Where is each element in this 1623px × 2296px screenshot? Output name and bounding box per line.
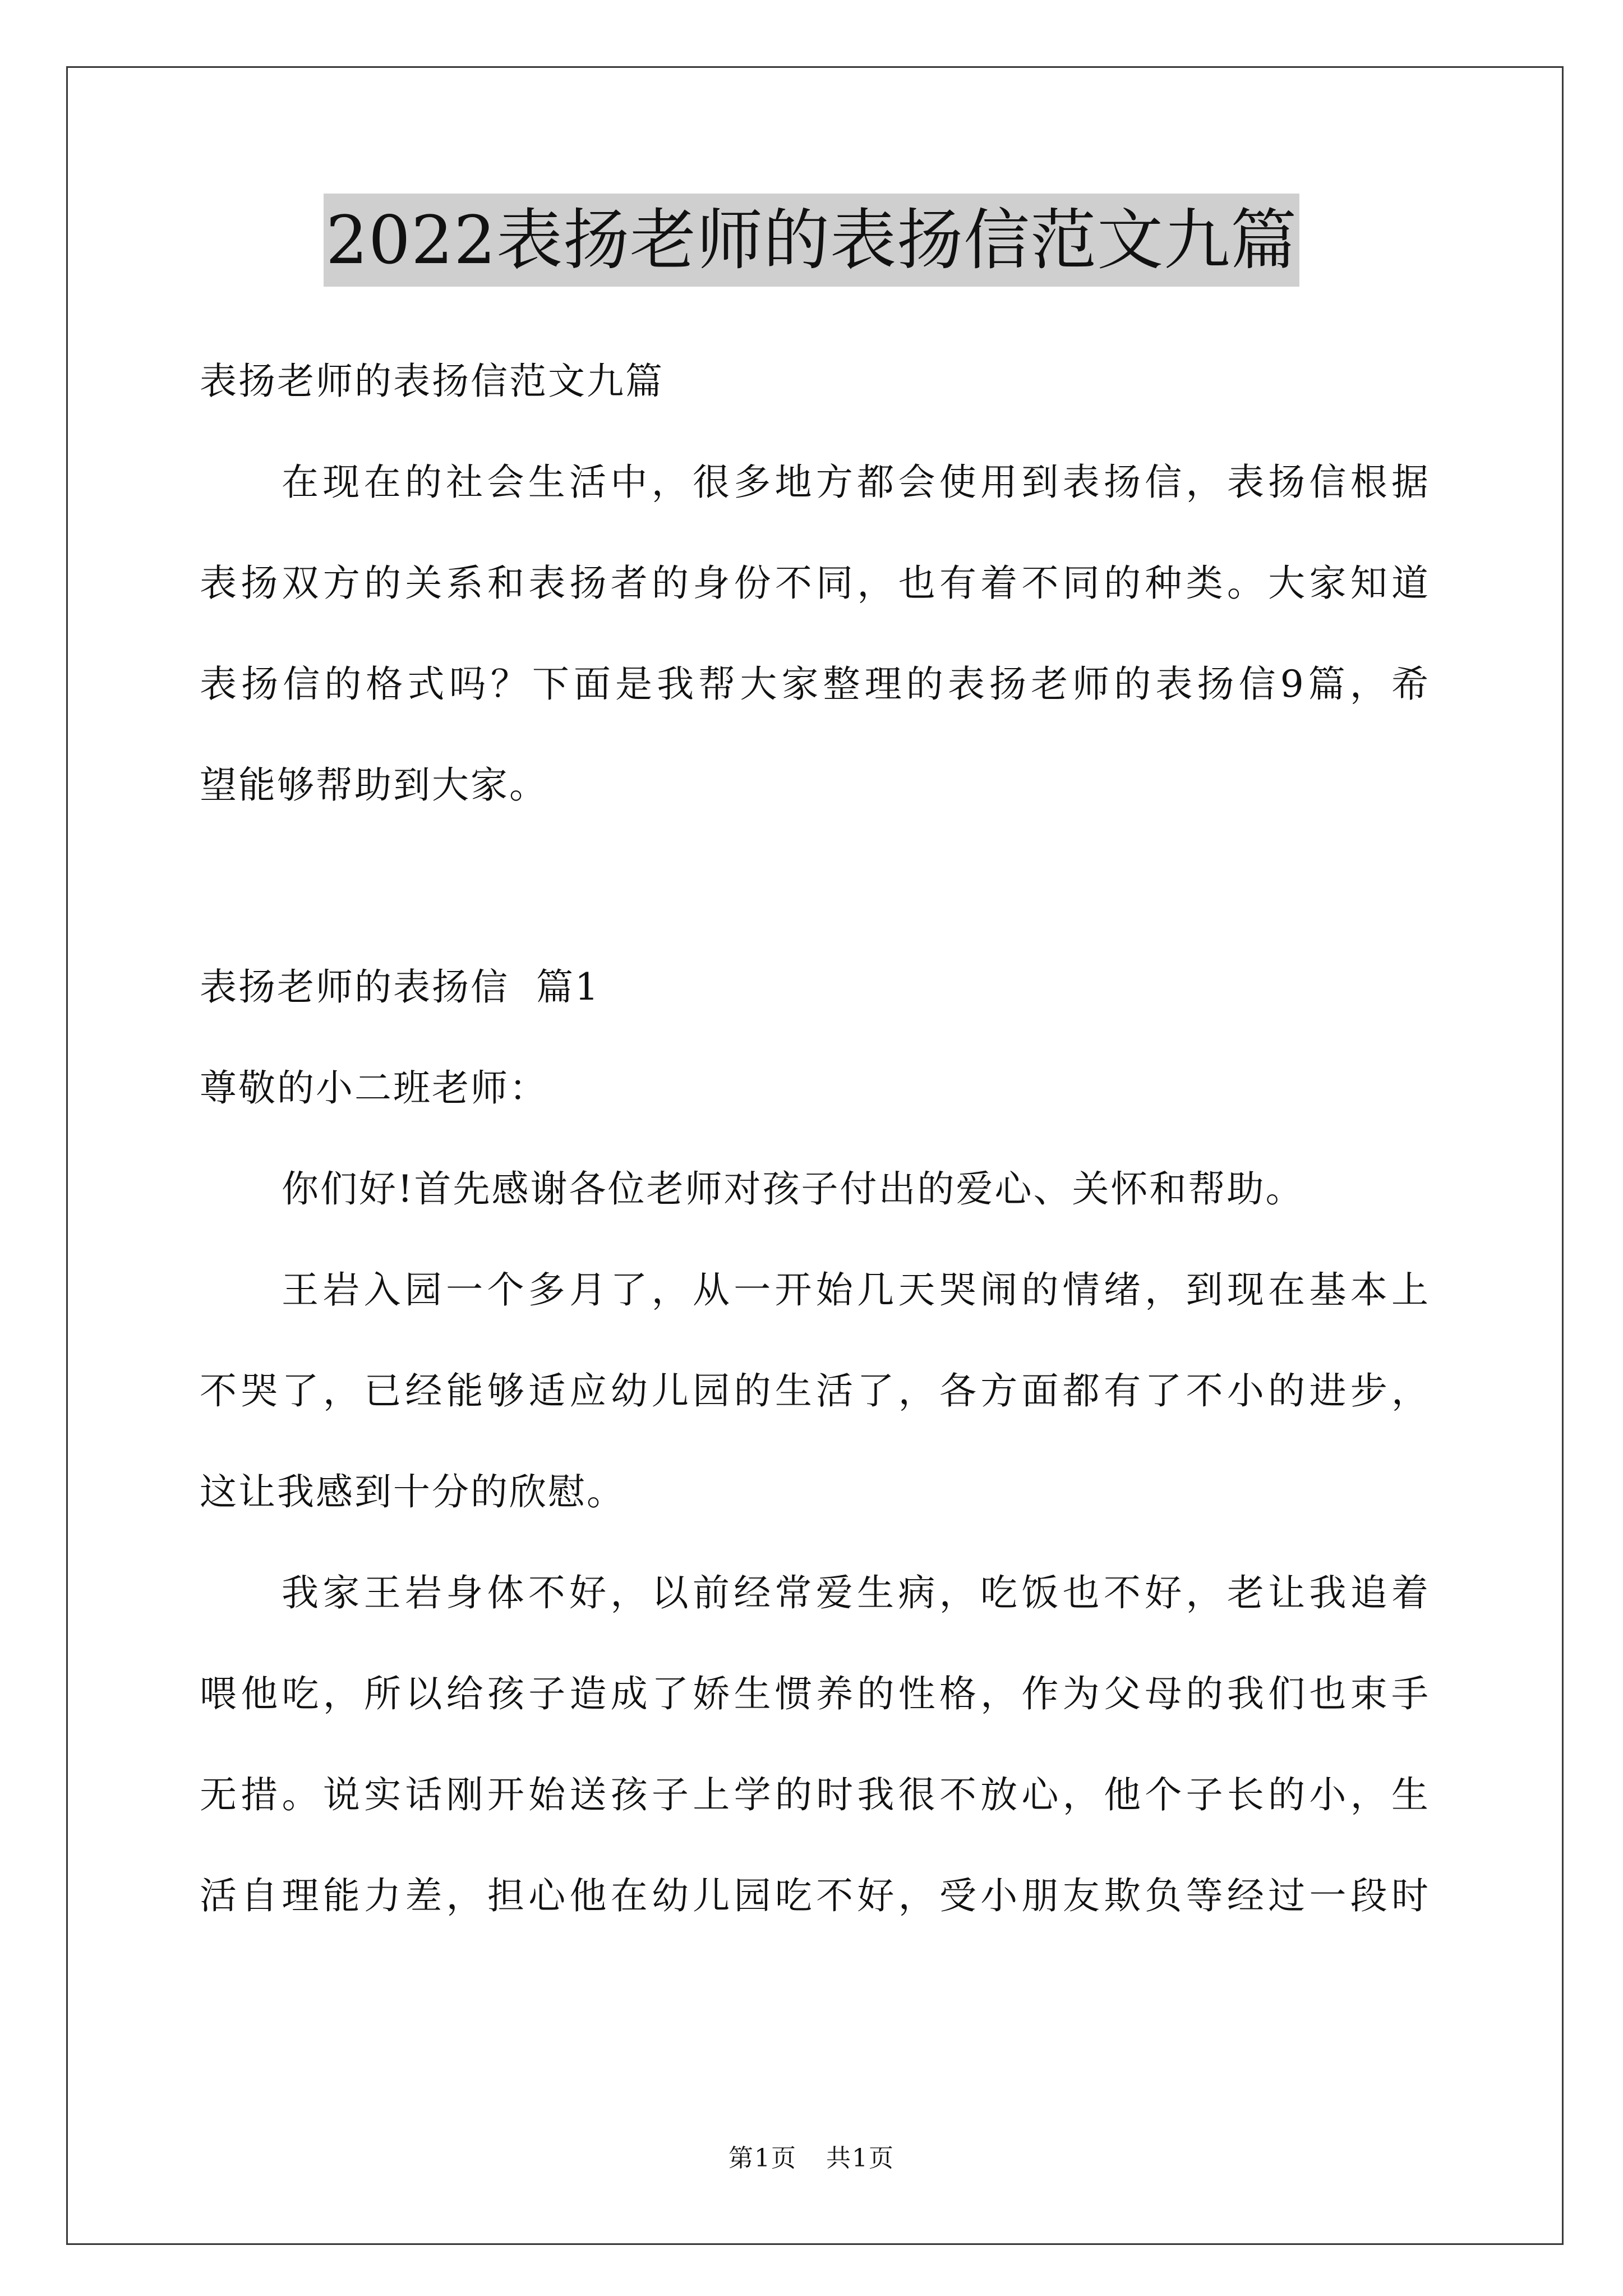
paragraph-1: 你们好!首先感谢各位老师对孩子付出的爱心、关怀和帮助。 <box>282 1167 1304 1211</box>
paragraph-3-line: 无措。说实话刚开始送孩子上学的时我很不放心，他个子长的小，生 <box>200 1773 1430 1816</box>
document-title: 2022表扬老师的表扬信范文九篇 <box>324 194 1299 287</box>
intro-line: 望能够帮助到大家。 <box>200 763 548 807</box>
title-block <box>0 194 1623 287</box>
paragraph-2-line: 这让我感到十分的欣慰。 <box>200 1470 625 1513</box>
page-total: 共1页 <box>826 2144 895 2173</box>
paragraph-3-line: 喂他吃，所以给孩子造成了娇生惯养的性格，作为父母的我们也束手 <box>200 1672 1430 1715</box>
intro-line: 表扬双方的关系和表扬者的身份不同，也有着不同的种类。大家知道 <box>200 562 1430 605</box>
intro-line: 表扬信的格式吗？下面是我帮大家整理的表扬老师的表扬信9篇，希 <box>200 662 1430 706</box>
page-footer <box>0 2142 1623 2175</box>
document-body <box>200 331 1430 1947</box>
intro-line: 在现在的社会生活中，很多地方都会使用到表扬信，表扬信根据 <box>282 461 1430 504</box>
paragraph-3-line: 我家王岩身体不好，以前经常爱生病，吃饭也不好，老让我追着 <box>282 1571 1430 1614</box>
salutation: 尊敬的小二班老师： <box>200 1066 548 1110</box>
paragraph-3-line: 活自理能力差，担心他在幼儿园吃不好，受小朋友欺负等经过一段时 <box>200 1874 1430 1917</box>
page-number: 第1页 <box>728 2144 797 2173</box>
subtitle: 表扬老师的表扬信范文九篇 <box>200 360 664 403</box>
paragraph-2-line: 不哭了，已经能够适应幼儿园的生活了，各方面都有了不小的进步， <box>200 1369 1430 1412</box>
section-heading: 表扬老师的表扬信 篇1 <box>200 965 600 1009</box>
paragraph-2-line: 王岩入园一个多月了，从一开始几天哭闹的情绪，到现在基本上 <box>282 1268 1430 1312</box>
